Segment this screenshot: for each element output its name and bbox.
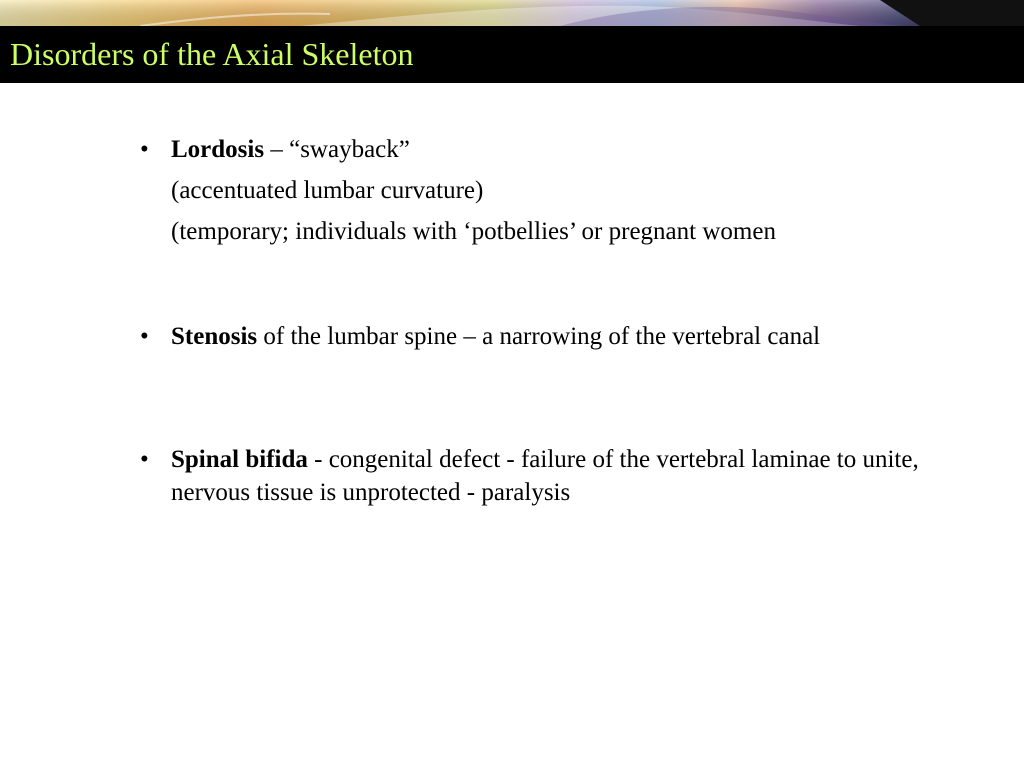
bullet-text: - congenital defect - failure of the vertebral laminae to unite, nervous tissue is unprotected - paralysis bbox=[171, 446, 919, 506]
bullet-main-line bbox=[171, 320, 940, 353]
bullet-main-line bbox=[171, 443, 940, 509]
bullet-subline: (temporary; individuals with ‘potbellies’ or pregnant women bbox=[171, 218, 776, 245]
bullet-dot-icon: • bbox=[140, 446, 149, 473]
bullet-item-stenosis bbox=[140, 320, 940, 353]
decorative-banner-art bbox=[0, 0, 1024, 26]
slide-title: Disorders of the Axial Skeleton bbox=[10, 36, 414, 72]
bullet-term: Stenosis bbox=[171, 323, 258, 350]
bullet-term: Spinal bifida bbox=[171, 446, 308, 473]
bullet-subline: (accentuated lumbar curvature) bbox=[171, 177, 484, 204]
bullet-main-line bbox=[171, 133, 940, 166]
title-bar bbox=[0, 26, 1024, 83]
bullet-list bbox=[140, 133, 940, 509]
bullet-dot-icon: • bbox=[140, 136, 149, 163]
bullet-text: of the lumbar spine – a narrowing of the vertebral canal bbox=[257, 323, 821, 350]
bullet-term: Lordosis bbox=[171, 136, 265, 163]
bullet-dot-icon: • bbox=[140, 323, 149, 350]
bullet-text: – “swayback” bbox=[264, 136, 410, 163]
bullet-item-spinal-bifida bbox=[140, 443, 940, 509]
bullet-item-lordosis bbox=[140, 133, 940, 248]
